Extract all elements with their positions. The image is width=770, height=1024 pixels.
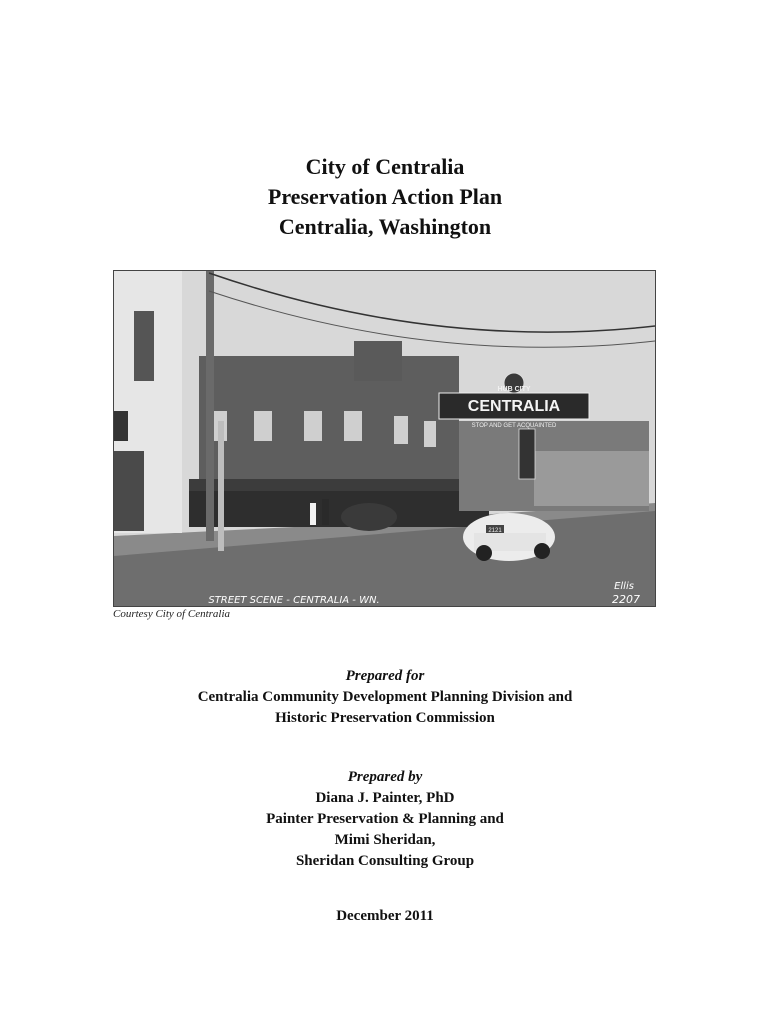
title-line-plan: Preservation Action Plan	[267, 184, 503, 209]
sign-hub-city: HUB CITY	[497, 386, 531, 393]
sign-subtitle: STOP AND GET ACQUAINTED	[471, 423, 557, 429]
photo-caption: Courtesy City of Centralia	[113, 608, 231, 620]
prepared-for-line1: Centralia Community Development Planning Division and	[197, 689, 573, 705]
author-name: Diana J. Painter, PhD	[315, 790, 455, 806]
prepared-for-block	[0, 666, 770, 729]
prepared-by-heading: Prepared by	[347, 769, 423, 785]
prepared-for-line2: Historic Preservation Commission	[275, 710, 495, 726]
car-plate: 2121	[488, 528, 502, 534]
prepared-by-block	[0, 767, 770, 872]
photo-street-label: STREET SCENE - CENTRALIA - WN.	[208, 595, 380, 606]
photo-mark: Ellis	[614, 581, 634, 592]
report-date: December 2011	[336, 908, 434, 924]
title-line-city: City of Centralia	[305, 154, 465, 179]
sign-centralia: CENTRALIA	[467, 398, 561, 415]
coauthor-name: Mimi Sheridan,	[334, 832, 436, 848]
coauthor-firm: Sheridan Consulting Group	[295, 853, 475, 869]
photo-plate-number: 2207	[612, 593, 640, 606]
historic-street-photo	[113, 270, 656, 607]
title-line-location: Centralia, Washington	[278, 214, 492, 239]
title-block	[0, 152, 770, 242]
prepared-for-heading: Prepared for	[345, 668, 425, 684]
author-firm: Painter Preservation & Planning and	[266, 811, 504, 827]
